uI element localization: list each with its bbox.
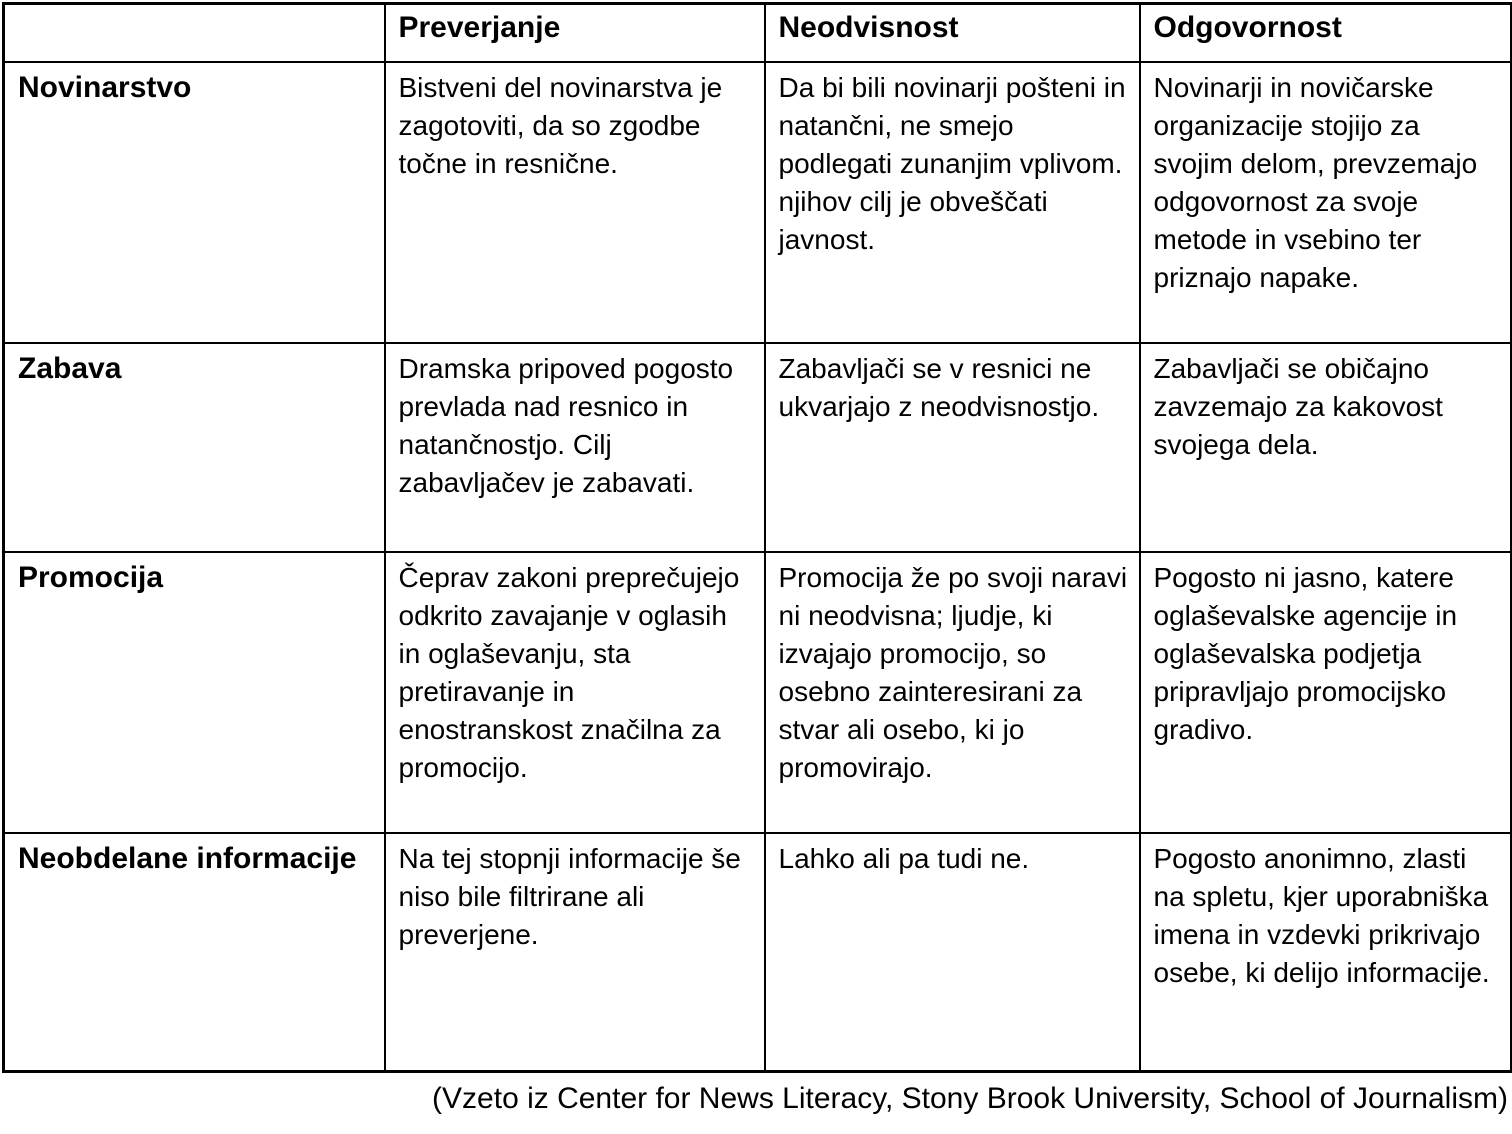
table-header-row bbox=[4, 4, 1512, 62]
cell-neobdelane-neodvisnost: Lahko ali pa tudi ne. bbox=[765, 833, 1140, 1072]
cell-neobdelane-preverjanje: Na tej stopnji informacije še niso bile filtrirane ali preverjene. bbox=[385, 833, 765, 1072]
header-neodvisnost: Neodvisnost bbox=[765, 4, 1140, 62]
row-label-promocija: Promocija bbox=[4, 552, 385, 833]
table-row bbox=[4, 62, 1512, 343]
header-empty-cell bbox=[4, 4, 385, 62]
table-row bbox=[4, 552, 1512, 833]
table-row bbox=[4, 833, 1512, 1072]
header-odgovornost: Odgovornost bbox=[1140, 4, 1512, 62]
table-row bbox=[4, 343, 1512, 552]
news-literacy-table bbox=[2, 2, 1512, 1073]
row-label-neobdelane-informacije: Neobdelane informacije bbox=[4, 833, 385, 1072]
cell-zabava-preverjanje: Dramska pripoved pogosto prevlada nad resnico in natančnostjo. Cilj zabavljačev je zabavati. bbox=[385, 343, 765, 552]
source-citation: (Vzeto iz Center for News Literacy, Stony Brook University, School of Journalism) bbox=[432, 1082, 1508, 1115]
row-label-novinarstvo: Novinarstvo bbox=[4, 62, 385, 343]
cell-novinarstvo-neodvisnost: Da bi bili novinarji pošteni in natančni, ne smejo podlegati zunanjim vplivom. njihov cilj je obveščati javnost. bbox=[765, 62, 1140, 343]
cell-promocija-odgovornost: Pogosto ni jasno, katere oglaševalske agencije in oglaševalska podjetja pripravljajo promocijsko gradivo. bbox=[1140, 552, 1512, 833]
row-label-zabava: Zabava bbox=[4, 343, 385, 552]
cell-promocija-preverjanje: Čeprav zakoni preprečujejo odkrito zavajanje v oglasih in oglaševanju, sta pretiravanje in enostranskost značilna za promocijo. bbox=[385, 552, 765, 833]
cell-promocija-neodvisnost: Promocija že po svoji naravi ni neodvisna; ljudje, ki izvajajo promocijo, so osebno zainteresirani za stvar ali osebo, ki jo promovirajo. bbox=[765, 552, 1140, 833]
header-preverjanje: Preverjanje bbox=[385, 4, 765, 62]
cell-novinarstvo-odgovornost: Novinarji in novičarske organizacije stojijo za svojim delom, prevzemajo odgovornost za svoje metode in vsebino ter priznajo napake. bbox=[1140, 62, 1512, 343]
cell-neobdelane-odgovornost: Pogosto anonimno, zlasti na spletu, kjer uporabniška imena in vzdevki prikrivajo osebe, ki delijo informacije. bbox=[1140, 833, 1512, 1072]
cell-zabava-neodvisnost: Zabavljači se v resnici ne ukvarjajo z neodvisnostjo. bbox=[765, 343, 1140, 552]
cell-novinarstvo-preverjanje: Bistveni del novinarstva je zagotoviti, da so zgodbe točne in resnične. bbox=[385, 62, 765, 343]
cell-zabava-odgovornost: Zabavljači se običajno zavzemajo za kakovost svojega dela. bbox=[1140, 343, 1512, 552]
